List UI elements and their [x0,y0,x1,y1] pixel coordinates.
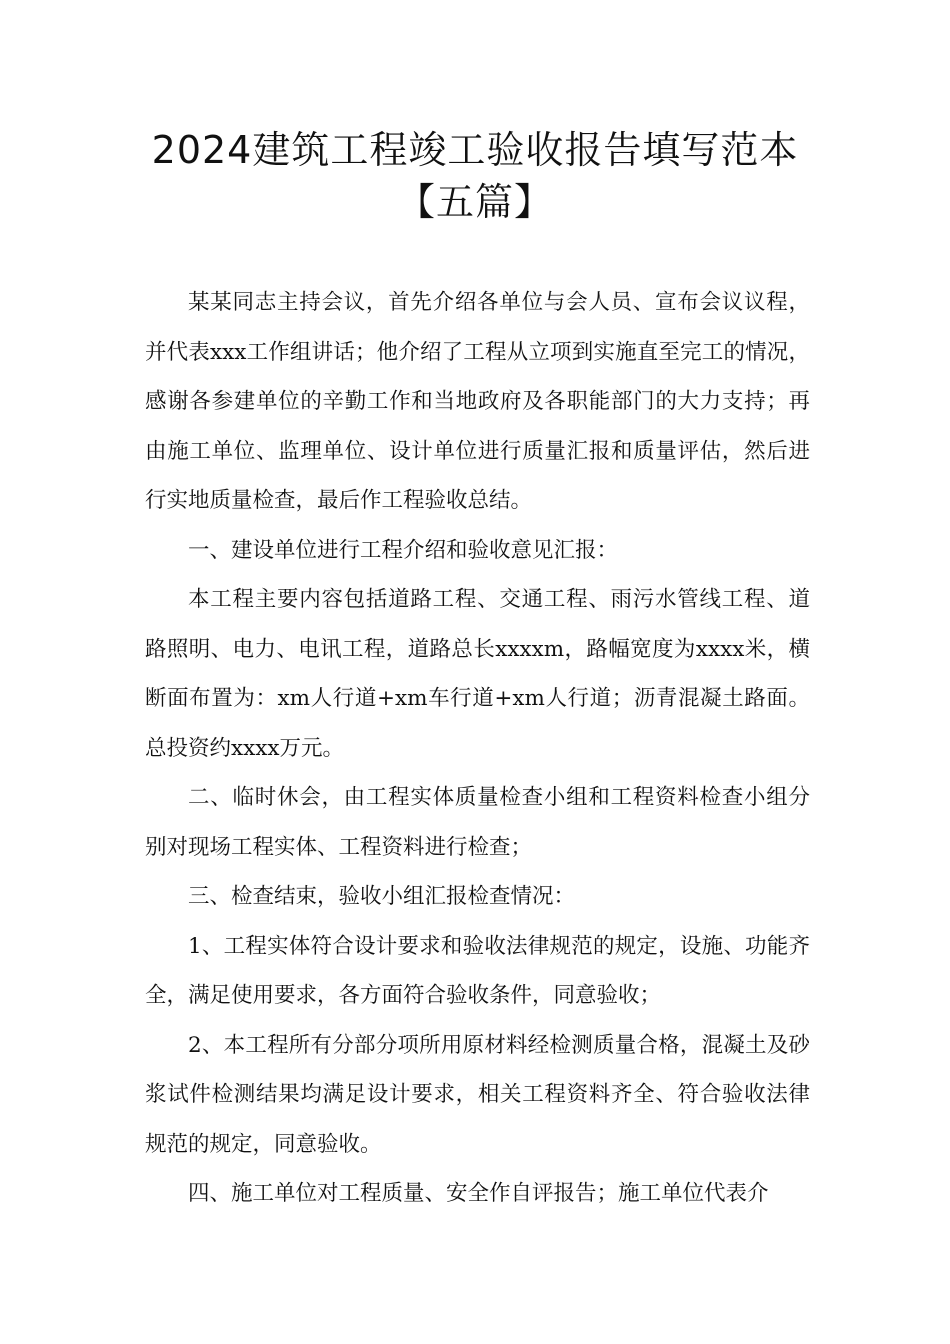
paragraph-item-1: 1、工程实体符合设计要求和验收法律规范的规定，设施、功能齐全，满足使用要求，各方面符合验收条件，同意验收； [145,933,810,1008]
paragraph-section-2: 二、临时休会，由工程实体质量检查小组和工程资料检查小组分别对现场工程实体、工程资料进行检查； [145,785,810,860]
paragraph-intro: 某某同志主持会议，首先介绍各单位与会人员、宣布会议议程，并代表xxx工作组讲话；他介绍了工程从立项到实施直至完工的情况，感谢各参建单位的辛勤工作和当地政府及各职能部门的大力支持；再由施工单位、监理单位、设计单位进行质量汇报和质量评估，然后进行实地质量检查，最后作工程验收总结。 [145,290,810,513]
paragraph-section-3-heading: 三、检查结束，验收小组汇报检查情况： [188,884,576,909]
paragraph-project-overview: 本工程主要内容包括道路工程、交通工程、雨污水管线工程、道路照明、电力、电讯工程，道路总长xxxxm，路幅宽度为xxxx米，横断面布置为：xm人行道+xm车行道+xm人行道；沥青混凝土路面。总投资约xxxx万元。 [145,587,810,761]
document-body [145,278,810,1219]
title-line-2: 【五篇】 [396,180,553,224]
paragraph-section-4: 四、施工单位对工程质量、安全作自评报告；施工单位代表介 [188,1181,769,1206]
title-line-1: 2024建筑工程竣工验收报告填写范本 [151,128,799,172]
document-title [0,124,950,228]
paragraph-item-2: 2、本工程所有分部分项所用原材料经检测质量合格，混凝土及砂浆试件检测结果均满足设计要求，相关工程资料齐全、符合验收法律规范的规定，同意验收。 [145,1032,810,1157]
paragraph-section-1-heading: 一、建设单位进行工程介绍和验收意见汇报： [188,537,619,563]
